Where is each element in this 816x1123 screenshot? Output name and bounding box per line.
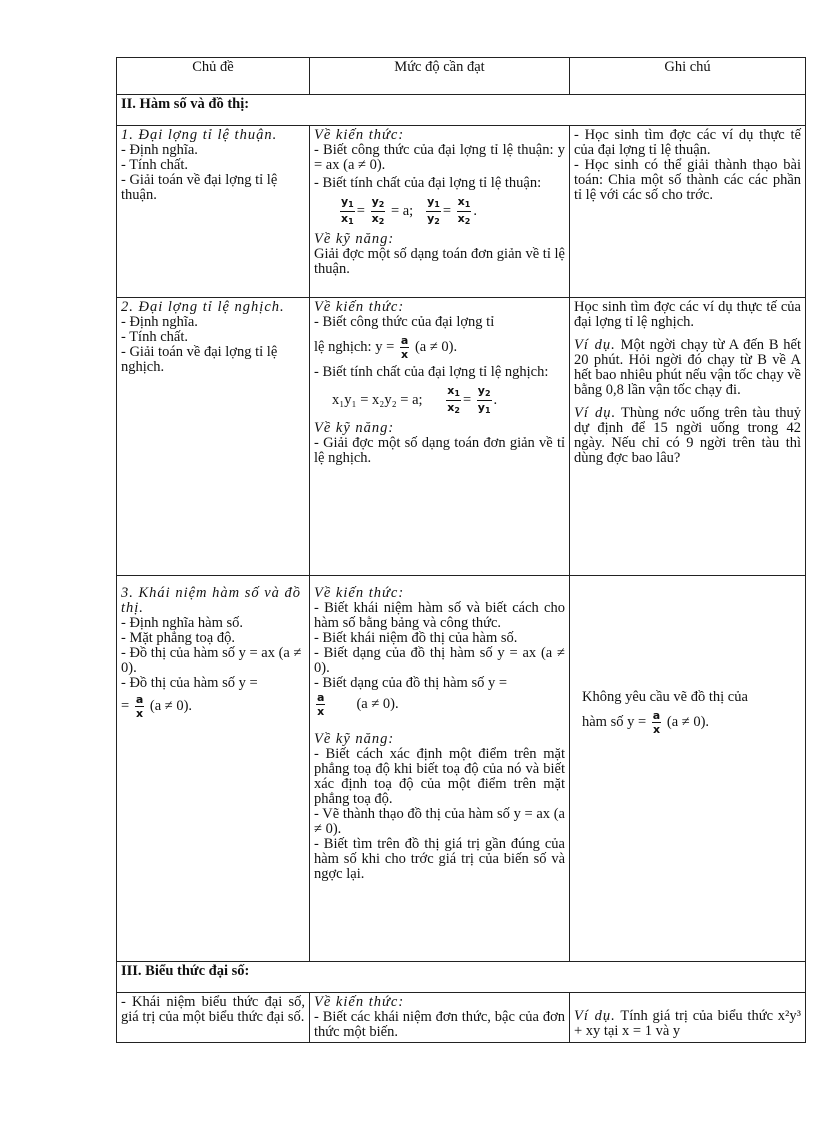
table-row (117, 993, 806, 1043)
requirement-text: - Biết khái niệm đồ thị của hàm số. (314, 630, 518, 646)
section-row (117, 95, 806, 126)
skill-text: - Vẽ thành thạo đồ thị của hàm số y = ax (a ≠ 0). (314, 806, 565, 837)
table-row (117, 576, 806, 962)
topic-item: - Định nghĩa. (121, 314, 198, 330)
section-heading-algebra: III. Biểu thức đại số: (117, 962, 806, 993)
note-text: Học sinh tìm đợc các ví dụ thực tế của đại lợng tỉ lệ nghịch. (574, 299, 801, 330)
skill-text: Giải đợc một số dạng toán đơn giản về tỉ lệ thuận. (314, 246, 565, 277)
requirement-text: - Biết khái niệm hàm số và biết cách cho hàm số bằng bảng và công thức. (314, 600, 565, 631)
table-header-row (117, 58, 806, 95)
topic-item: - Tính chất. (121, 329, 188, 345)
requirement-text: - Biết công thức của đại lợng tỉ (314, 314, 495, 330)
topic-title: 2. Đại lợng tỉ lệ nghịch. (121, 299, 285, 315)
section-heading-functions: II. Hàm số và đồ thị: (117, 95, 806, 126)
knowledge-label: Về kiến thức: (314, 127, 405, 143)
topic-item: - Tính chất. (121, 157, 188, 173)
topic-cell (117, 126, 310, 298)
topic-cell (117, 576, 310, 962)
requirement-text: - Biết các khái niệm đơn thức, bậc của đơn thức một biến. (314, 1009, 565, 1040)
requirement-cell (310, 126, 570, 298)
table-row (117, 126, 806, 298)
topic-item: - Giải toán về đại lợng tỉ lệ thuận. (121, 172, 278, 203)
requirement-text: - Biết tính chất của đại lợng tỉ lệ thuận: (314, 175, 542, 191)
topic-item: - Đồ thị của hàm số y = (121, 675, 258, 691)
skill-label: Về kỹ năng: (314, 231, 395, 247)
requirement-text: - Biết dạng của đồ thị hàm số y = (314, 675, 508, 691)
requirement-formula: $\frac{a}{x}$ (a ≠ 0). (317, 691, 399, 718)
proportion-formula: $\frac{y_1}{x_1}$ = $\frac{y_2}{x_2}$ = a; $\frac{y_1}{y_2}$ = $\frac{x_1}{x_2}$ . (341, 195, 477, 226)
notes-cell (570, 126, 806, 298)
topic-item: - Định nghĩa. (121, 142, 198, 158)
header-topic: Chủ đề (117, 58, 310, 95)
notes-cell (570, 993, 806, 1043)
section-row (117, 962, 806, 993)
requirement-cell (310, 993, 570, 1043)
topic-formula: = $\frac{a}{x}$ (a ≠ 0). (121, 693, 193, 720)
topic-title: 3. Khái niệm hàm số và đồ thị. (121, 585, 302, 616)
requirement-text: - Biết tính chất của đại lợng tỉ lệ nghịch: (314, 364, 549, 380)
inverse-property-formula: x₁y₁ = x₂y₂ = a; $\frac{x_1}{x_2}$ = $\frac{y_2}{y_1}$ . (332, 384, 498, 415)
skill-label: Về kỹ năng: (314, 420, 395, 436)
skill-text: - Biết cách xác định một điểm trên mặt phẳng toạ độ khi biết toạ độ của nó và biết xác định toạ độ của một điểm trên mặt phẳng toạ độ. (314, 746, 565, 807)
topic-title: 1. Đại lợng tỉ lệ thuận. (121, 127, 278, 143)
example-note: Ví dụ. Một ngời chạy từ A đến B hết 20 phút. Hỏi ngời đó chạy từ B về A hết bao nhiêu phút nếu vận tốc chạy về bằng 0,8 lần vận tốc chạy đi. (574, 337, 801, 398)
topic-item: - Mặt phẳng toạ độ. (121, 630, 235, 646)
note-text: - Học sinh tìm đợc các ví dụ thực tế của đại lợng tỉ lệ thuận. (574, 127, 801, 158)
topic-item: - Định nghĩa hàm số. (121, 615, 244, 631)
requirement-cell (310, 576, 570, 962)
skill-text: - Biết tìm trên đồ thị giá trị gần đúng của hàm số khi cho trớc giá trị của biến số và ngợc lại. (314, 836, 565, 882)
knowledge-label: Về kiến thức: (314, 299, 405, 315)
header-notes: Ghi chú (570, 58, 806, 95)
notes-cell (570, 576, 806, 962)
notes-cell (570, 298, 806, 576)
requirement-text: - Biết dạng của đồ thị hàm số y = ax (a ≠ 0). (314, 645, 565, 676)
requirement-text: - Biết công thức của đại lợng tỉ lệ thuận: y = ax (a ≠ 0). (314, 142, 565, 173)
topic-cell (117, 993, 310, 1043)
topic-item: - Đồ thị của hàm số y = ax (a ≠ 0). (121, 645, 302, 676)
knowledge-label: Về kiến thức: (314, 994, 405, 1010)
topic-item: - Khái niệm biểu thức đại số, giá trị của một biểu thức đại số. (121, 994, 305, 1025)
topic-cell (117, 298, 310, 576)
note-text: Không yêu cầu vẽ đồ thị của (582, 689, 748, 705)
knowledge-label: Về kiến thức: (314, 585, 405, 601)
curriculum-table (116, 57, 806, 1043)
topic-item: - Giải toán về đại lợng tỉ lệ nghịch. (121, 344, 278, 375)
skill-label: Về kỹ năng: (314, 731, 395, 747)
header-requirement: Mức độ cần đạt (310, 58, 570, 95)
note-formula: hàm số y = $\frac{a}{x}$ (a ≠ 0). (582, 709, 710, 736)
example-note: Ví dụ. Tính giá trị của biểu thức x²y³ + xy tại x = 1 và y (574, 1008, 801, 1039)
skill-text: - Giải đợc một số dạng toán đơn giản về tỉ lệ nghịch. (314, 435, 565, 466)
note-text: - Học sinh có thể giải thành thạo bài toán: Chia một số thành các các phần tỉ lệ với các số cho trớc. (574, 157, 801, 203)
requirement-cell (310, 298, 570, 576)
inverse-formula: lệ nghịch: y = $\frac{a}{x}$ (a ≠ 0). (314, 334, 458, 361)
table-row (117, 298, 806, 576)
example-note: Ví dụ. Thùng nớc uống trên tàu thuỷ dự định để 15 ngời uống trong 42 ngày. Nếu chỉ có 9 ngời trên tàu thì dùng đợc bao lâu? (574, 405, 801, 466)
